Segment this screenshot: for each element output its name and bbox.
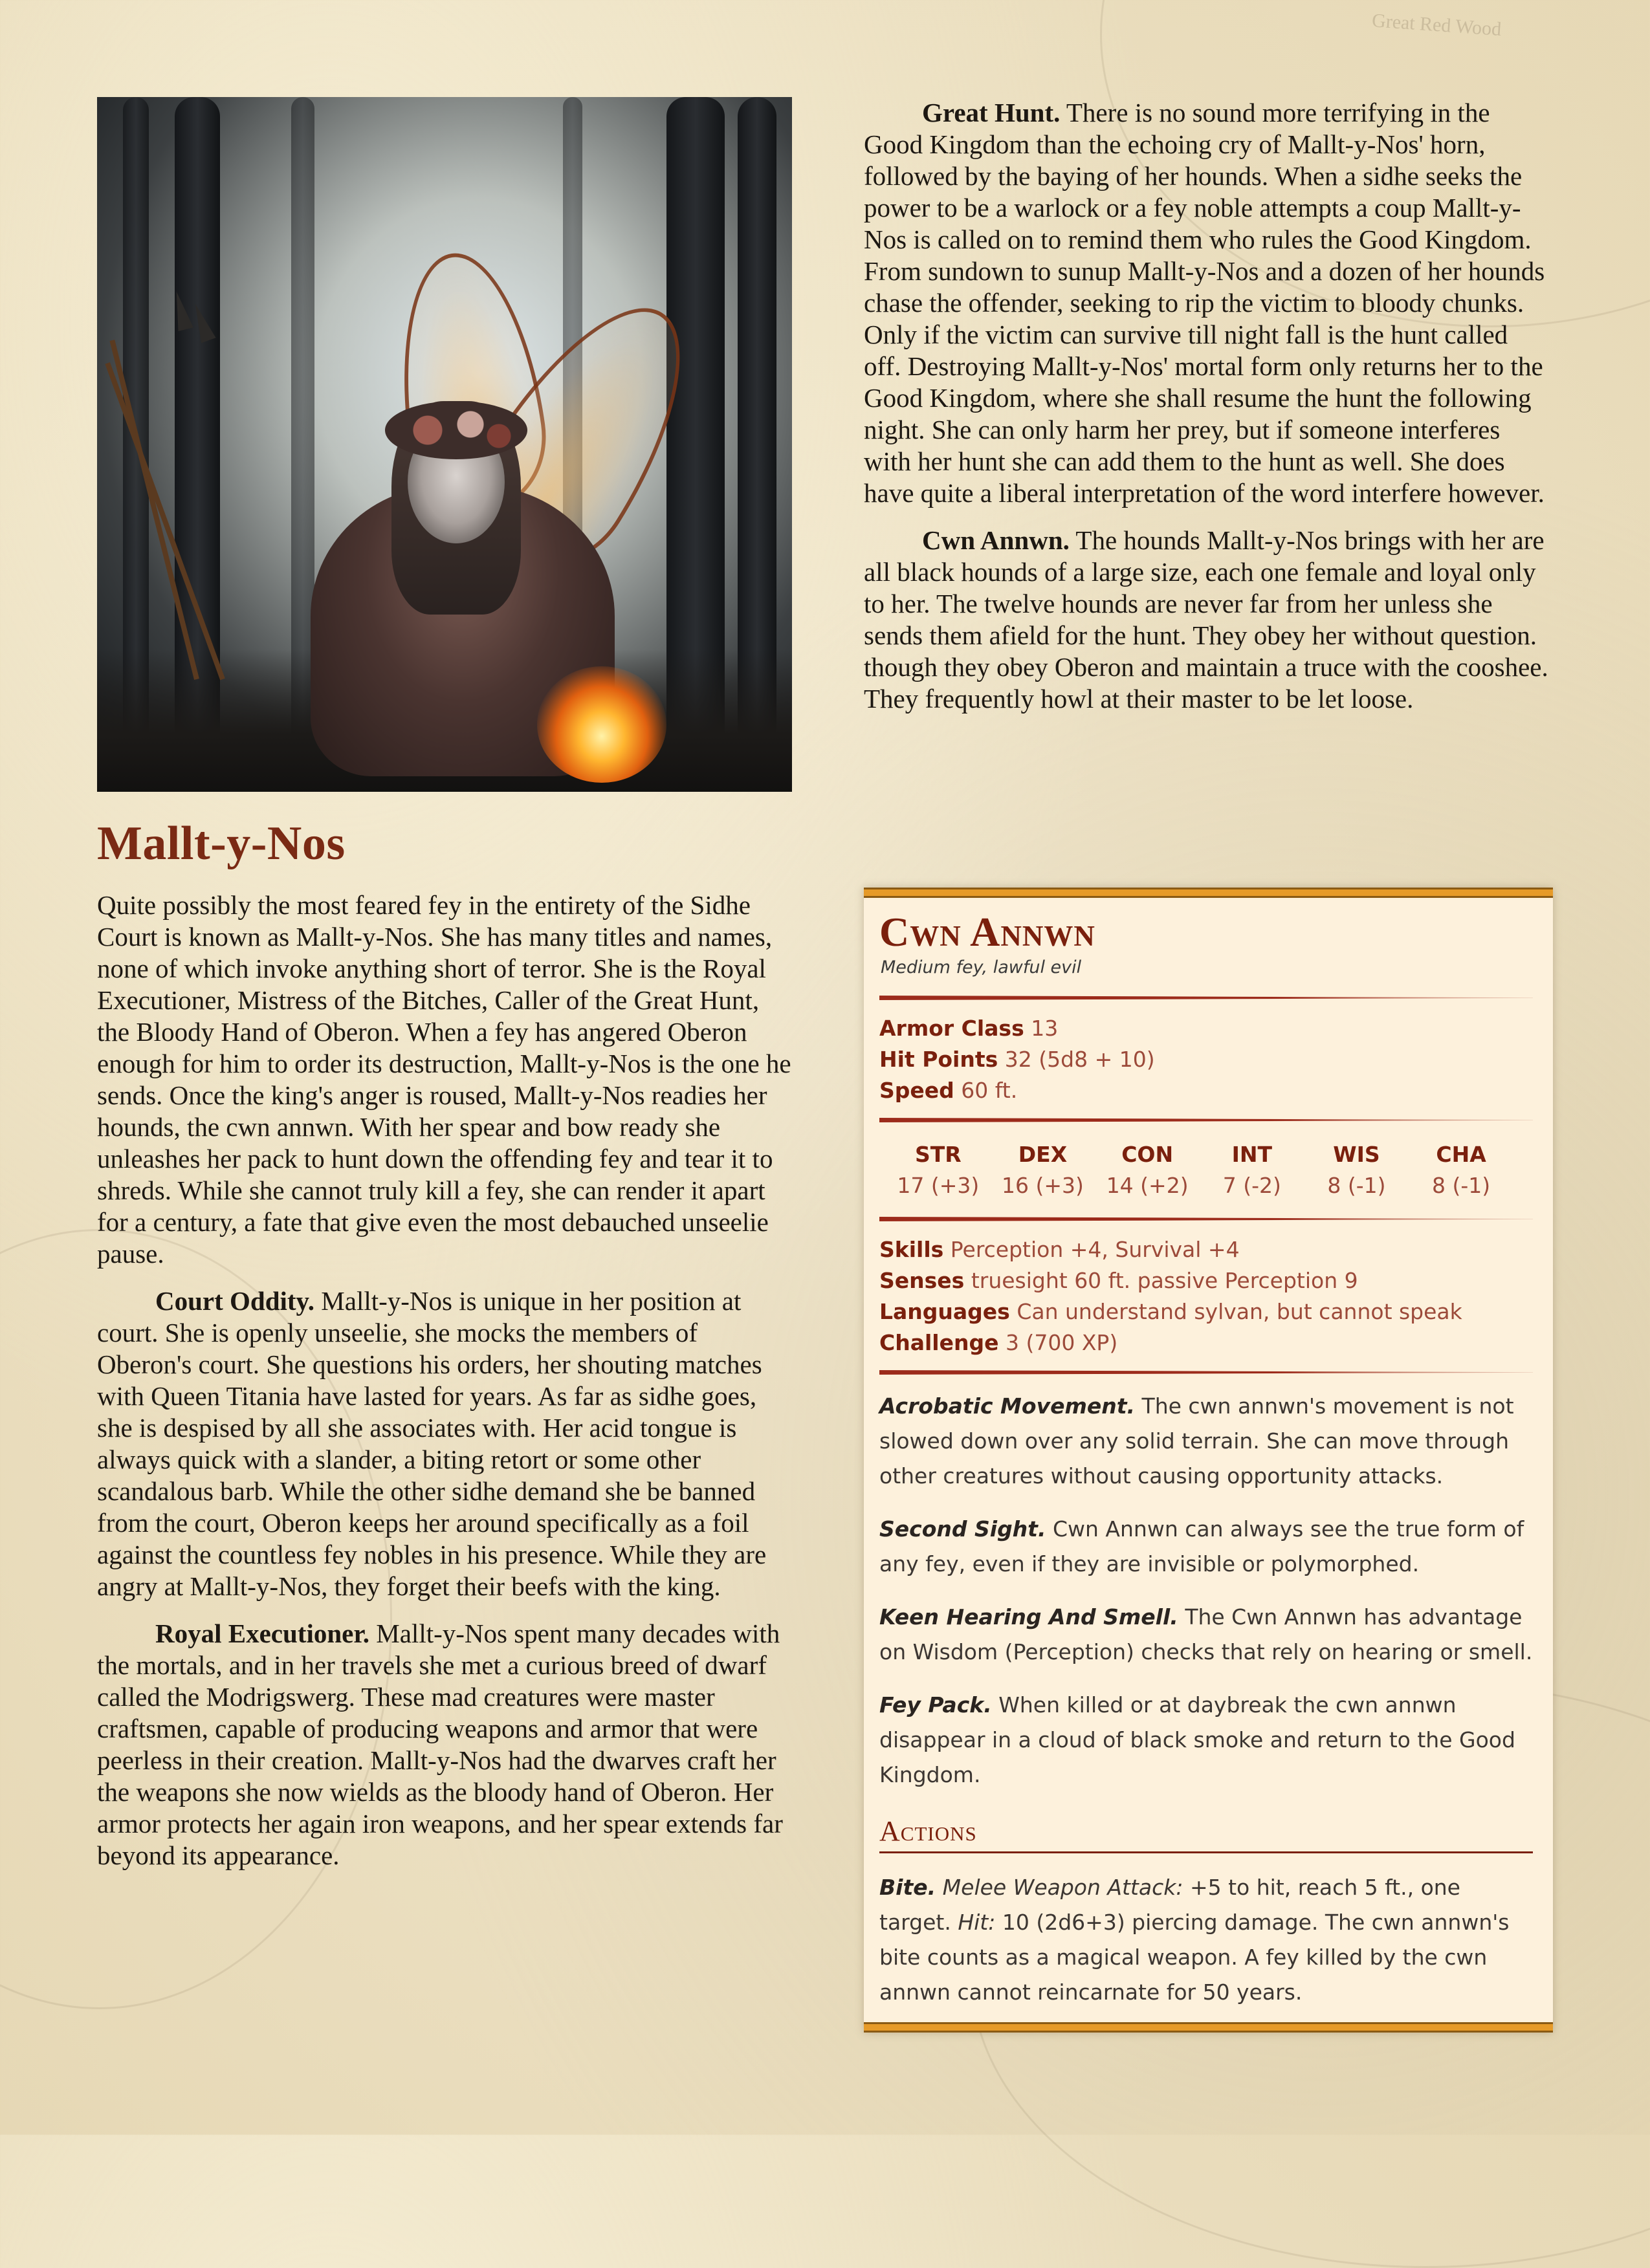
paragraph-text: Mallt-y-Nos spent many decades with the mortals, and in her travels she met a curious breed of dwarf called the Modrigswerg. These mad creatures were master craftsmen, capable of producing weapons and armor that were peerless in their creation. Mallt-y-Nos had the dwarves craft her the weapons she now wields as the bloody hand of Oberon. Her armor protects her again iron weapons, and her spear extends far beyond its appearance. bbox=[97, 1619, 783, 1870]
ability-str bbox=[890, 1139, 987, 1201]
challenge bbox=[879, 1327, 1533, 1358]
ability-name: STR bbox=[914, 1142, 962, 1167]
paragraph-text: Quite possibly the most feared fey in the entirety of the Sidhe Court is known as Mallt-y-Nos. She has many titles and names, none of which invoke anything short of terror. She is the Royal Executioner, Mistress of the Bitches, Caller of the Great Hunt, the Bloody Hand of Oberon. When a fey has angered Oberon enough for him to order its destruction, Mallt-y-Nos is the one he sends. Once the king's anger is roused, Mallt-y-Nos readies her hounds, the cwn annwn. With her spear and bow ready she unleashes her pack to hunt down the offending fey and tear it to shreds. While she cannot truly kill a fey, she can render it apart for a century, a fate that give even the most debauched unseelie pause. bbox=[97, 890, 791, 1269]
paragraph-text: The hounds Mallt-y-Nos brings with her are all black hounds of a large size, each one female and loyal only to her. The twelve hounds are never far from her unless she sends them afield for the hunt. They obey her without question. though they obey Oberon and maintain a truce with the cooshee. They frequently howl at their master to be let loose. bbox=[864, 525, 1548, 714]
ability-value: 17 (+3) bbox=[897, 1173, 980, 1198]
background-map-label: Great Red Wood bbox=[1371, 10, 1502, 40]
trait-acrobatic-movement bbox=[879, 1389, 1533, 1494]
ability-scores bbox=[879, 1122, 1533, 1217]
ability-con bbox=[1099, 1139, 1196, 1201]
ability-name: INT bbox=[1231, 1142, 1272, 1167]
hit-label: Hit: bbox=[958, 1910, 996, 1935]
prop-value: 13 bbox=[1031, 1016, 1059, 1041]
trait-text: The Cwn Annwn has advantage on Wisdom (Perception) checks that rely on hearing or smell. bbox=[879, 1604, 1533, 1664]
trait-text: When killed or at daybreak the cwn annwn disappear in a cloud of black smoke and return to the Good Kingdom. bbox=[879, 1692, 1515, 1787]
action-text: 10 (2d6+3) piercing damage. The cwn annwn's bite counts as a magical weapon. A fey killed by the cwn annwn cannot reincarnate for 50 years. bbox=[879, 1910, 1510, 2005]
prop-label: Languages bbox=[879, 1299, 1010, 1324]
action-name: Bite. bbox=[879, 1875, 936, 1900]
action-text: +5 to hit, reach 5 ft., one target. bbox=[879, 1875, 1460, 1935]
prop-value: Can understand sylvan, but cannot speak bbox=[1017, 1299, 1462, 1324]
stat-block-content bbox=[879, 907, 1533, 2010]
paragraph-text: There is no sound more terrifying in the Good Kingdom than the echoing cry of Mallt-y-Nos' horn, followed by the baying of her hounds. When a sidhe seeks the power to be a warlock or a fey noble attempts a coup Mallt-y-Nos is called on to remind them who rules the Good Kingdom. From sundown to sunup Mallt-y-Nos and a dozen of her hounds chase the offender, seeking to rip the victim to bloody chunks. Only if the victim can survive till night fall is the hunt called off. Destroying Mallt-y-Nos' mortal form only returns her to the Good Kingdom, where she shall resume the hunt the following night. She can only harm her prey, but if someone interferes with her hunt she can add them to the hunt as well. She does have quite a liberal interpretation of the word interfere however. bbox=[864, 98, 1545, 508]
prop-label: Skills bbox=[879, 1237, 944, 1262]
paragraph-text: Mallt-y-Nos is unique in her position at court. She is openly unseelie, she mocks the members of Oberon's court. She questions his orders, her shouting matches with Queen Titania have lasted for years. As far as sidhe goes, she is despised by all she associates with. Her acid tongue is always quick with a slander, a biting retort or some other scandalous barb. While the other sidhe demand she be banned from the court, Oberon keeps her around specifically as a foil against the countless fey nobles in his presence. While they are angry at Mallt-y-Nos, they forget their beefs with the king. bbox=[97, 1286, 767, 1601]
stat-block-bottom-bar bbox=[864, 2022, 1553, 2033]
stat-block bbox=[864, 888, 1553, 2033]
languages bbox=[879, 1296, 1533, 1327]
cwn-annwn-paragraph bbox=[864, 525, 1550, 715]
monster-name: Cwn Annwn bbox=[879, 909, 1095, 955]
trait-second-sight bbox=[879, 1512, 1533, 1582]
left-column-text bbox=[97, 889, 792, 1871]
action-bite bbox=[879, 1870, 1533, 2010]
prop-value: truesight 60 ft. passive Perception 9 bbox=[971, 1268, 1358, 1293]
core-stats bbox=[879, 1000, 1533, 1118]
ability-int bbox=[1204, 1139, 1301, 1201]
trait-name: Second Sight. bbox=[879, 1516, 1046, 1542]
traits bbox=[879, 1375, 1533, 1793]
court-oddity-paragraph bbox=[97, 1285, 792, 1602]
prop-label: Speed bbox=[879, 1078, 954, 1103]
trait-text: Cwn Annwn can always see the true form of any fey, even if they are invisible or polymorphed. bbox=[879, 1516, 1524, 1576]
paragraph-heading: Cwn Annwn. bbox=[922, 525, 1070, 555]
tapered-rule bbox=[879, 1118, 1533, 1122]
royal-executioner-paragraph bbox=[97, 1618, 792, 1871]
skills bbox=[879, 1234, 1533, 1265]
hero-illustration bbox=[97, 97, 792, 792]
prop-value: Perception +4, Survival +4 bbox=[950, 1237, 1240, 1262]
trait-name: Keen Hearing And Smell. bbox=[879, 1604, 1178, 1630]
ability-value: 7 (-2) bbox=[1222, 1173, 1281, 1198]
hit-points bbox=[879, 1044, 1533, 1075]
tapered-rule bbox=[879, 996, 1533, 1000]
speed bbox=[879, 1075, 1533, 1106]
fire-glow bbox=[537, 666, 666, 783]
prop-value: 60 ft. bbox=[961, 1078, 1018, 1103]
trait-fey-pack bbox=[879, 1688, 1533, 1793]
paragraph-heading: Court Oddity. bbox=[155, 1286, 315, 1316]
actions-heading: Actions bbox=[879, 1815, 1533, 1853]
trait-name: Acrobatic Movement. bbox=[879, 1393, 1136, 1419]
prop-value: 32 (5d8 + 10) bbox=[1004, 1047, 1155, 1072]
prop-label: Senses bbox=[879, 1268, 965, 1293]
ability-value: 16 (+3) bbox=[1002, 1173, 1084, 1198]
prop-label: Challenge bbox=[879, 1330, 999, 1355]
ability-value: 8 (-1) bbox=[1432, 1173, 1491, 1198]
page-title: Mallt-y-Nos bbox=[97, 817, 346, 870]
intro-paragraph bbox=[97, 889, 792, 1270]
trait-text: The cwn annwn's movement is not slowed down over any solid terrain. She can move through other creatures without causing opportunity attacks. bbox=[879, 1393, 1514, 1488]
prop-label: Armor Class bbox=[879, 1016, 1024, 1041]
secondary-stats bbox=[879, 1221, 1533, 1370]
senses bbox=[879, 1265, 1533, 1296]
prop-value: 3 (700 XP) bbox=[1005, 1330, 1118, 1355]
ability-wis bbox=[1308, 1139, 1405, 1201]
ability-value: 14 (+2) bbox=[1106, 1173, 1189, 1198]
ability-name: CHA bbox=[1436, 1142, 1486, 1167]
great-hunt-paragraph bbox=[864, 97, 1550, 509]
paragraph-heading: Great Hunt. bbox=[922, 98, 1061, 127]
right-column-text bbox=[864, 97, 1550, 715]
paragraph-heading: Royal Executioner. bbox=[155, 1619, 370, 1648]
tapered-rule bbox=[879, 1217, 1533, 1221]
ability-cha bbox=[1413, 1139, 1510, 1201]
stat-block-top-bar bbox=[864, 888, 1553, 898]
flower-crown bbox=[385, 401, 527, 459]
attack-type: Melee Weapon Attack: bbox=[942, 1875, 1183, 1900]
tapered-rule bbox=[879, 1370, 1533, 1375]
ability-dex bbox=[994, 1139, 1091, 1201]
trait-keen-hearing bbox=[879, 1600, 1533, 1670]
ability-name: CON bbox=[1121, 1142, 1174, 1167]
trait-name: Fey Pack. bbox=[879, 1692, 992, 1717]
ability-name: WIS bbox=[1333, 1142, 1380, 1167]
armor-class bbox=[879, 1013, 1533, 1044]
monster-type: Medium fey, lawful evil bbox=[881, 957, 1082, 977]
ability-name: DEX bbox=[1018, 1142, 1068, 1167]
ability-value: 8 (-1) bbox=[1327, 1173, 1386, 1198]
prop-label: Hit Points bbox=[879, 1047, 998, 1072]
